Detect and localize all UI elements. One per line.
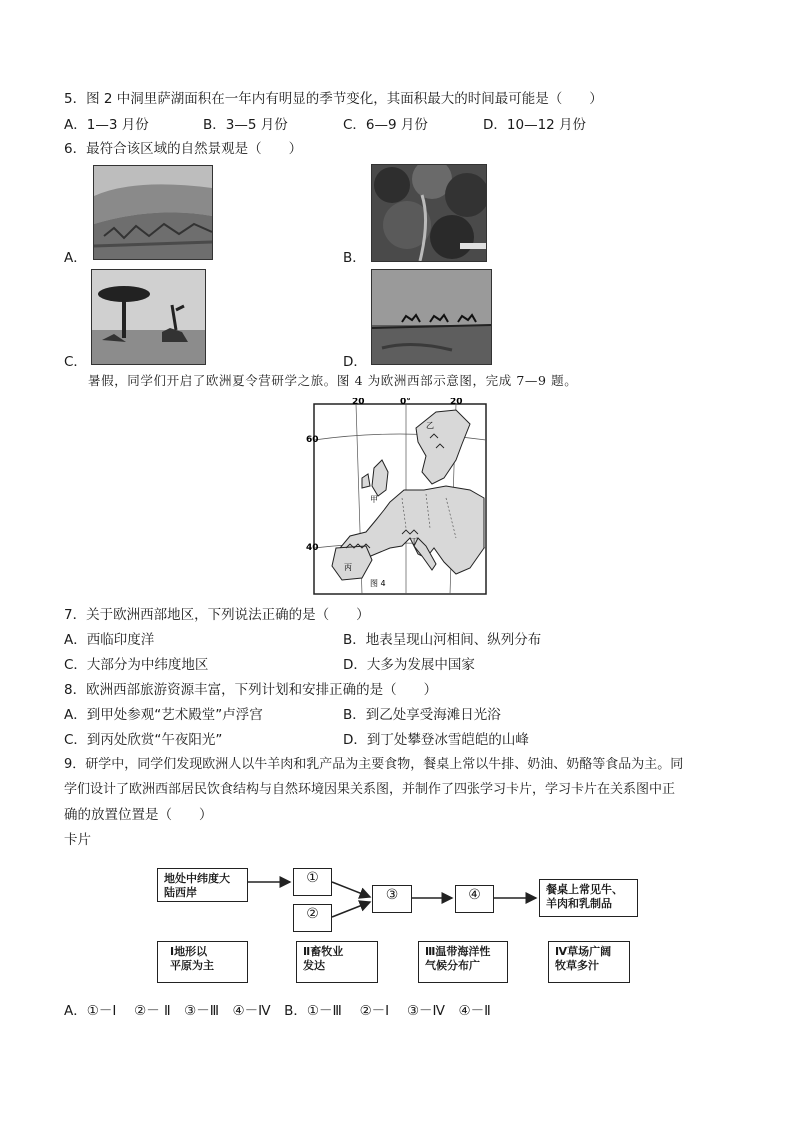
card-3	[418, 941, 508, 983]
q5-option-c: C．6—9 月份	[343, 117, 428, 133]
q8-option-a: A．到甲处参观“艺术殿堂”卢浮宫	[64, 707, 263, 723]
map-caption: 图 4	[370, 579, 386, 588]
q6-option-b-label: B．	[343, 250, 366, 266]
card-4-line-1: Ⅳ草场广阔	[555, 945, 612, 958]
map-lat-label-2: 40	[306, 543, 319, 553]
q8-option-c: C．到丙处欣赏“午夜阳光”	[64, 732, 223, 748]
landscape-photo-rainforest	[371, 164, 487, 262]
card-4-line-2: 牧草多汁	[555, 959, 599, 972]
map-place-yi: 乙	[426, 421, 434, 430]
map-lon-label-3: 20	[450, 398, 463, 407]
card-1-line-2: 平原为主	[170, 959, 214, 972]
q9-options: A．①－Ⅰ ②－ Ⅱ ③－Ⅲ ④－Ⅳ B．①－Ⅲ ②－Ⅰ ③－Ⅳ ④－Ⅱ	[64, 1003, 491, 1019]
flow-slot-1: ①	[293, 868, 332, 896]
q6-stem: 6．最符合该区域的自然景观是（ ）	[64, 141, 303, 157]
q8-option-d: D．到丁处攀登冰雪皑皑的山峰	[343, 732, 529, 748]
q8-stem: 8．欧洲西部旅游资源丰富，下列计划和安排正确的是（ ）	[64, 682, 438, 698]
card-4	[548, 941, 630, 983]
flow-end-line-2: 羊肉和乳制品	[546, 897, 612, 910]
q7-stem: 7．关于欧洲西部地区，下列说法正确的是（ ）	[64, 607, 370, 623]
card-2-line-1: Ⅱ畜牧业	[303, 945, 344, 958]
q7-option-b: B．地表呈现山河相间、纵列分布	[343, 632, 542, 648]
map-place-jia: 甲	[370, 495, 378, 504]
landscape-photo-desert	[371, 269, 492, 365]
q5-option-d: D．10—12 月份	[483, 117, 587, 133]
q7-option-d: D．大多为发展中国家	[343, 657, 475, 673]
flow-start-line-1: 地处中纬度大	[164, 872, 230, 885]
card-3-line-1: Ⅲ温带海洋性	[425, 945, 491, 958]
q7-option-a: A．西临印度洋	[64, 632, 155, 648]
card-1	[157, 941, 248, 983]
flow-slot-4: ④	[455, 885, 494, 913]
q6-option-d-label: D．	[343, 354, 367, 370]
map-lon-label-2: 0°	[400, 398, 411, 407]
map-lon-label-1: 20	[352, 398, 365, 407]
flow-slot-3: ③	[372, 885, 412, 913]
q6-option-c-label: C．	[64, 354, 87, 370]
card-3-line-2: 气候分布广	[425, 959, 480, 972]
landscape-photo-grassland	[93, 165, 213, 260]
q5-option-b: B．3—5 月份	[203, 117, 288, 133]
q8-option-b: B．到乙处享受海滩日光浴	[343, 707, 501, 723]
q7-option-c: C．大部分为中纬度地区	[64, 657, 209, 673]
card-2-line-2: 发达	[303, 959, 325, 972]
q9-stem-line-1: 9．研学中，同学们发现欧洲人以牛羊肉和乳产品为主要食物，餐桌上常以牛排、奶油、奶酪等食品为主。同	[64, 757, 684, 772]
landscape-photo-savanna	[91, 269, 206, 365]
q6-option-a-label: A．	[64, 250, 87, 266]
flow-start-line-2: 陆西岸	[164, 886, 197, 899]
q5-option-a: A．1—3 月份	[64, 117, 149, 133]
map-place-bing: 丙	[344, 563, 352, 572]
card-1-line-1: Ⅰ地形以	[170, 945, 208, 958]
flow-end-line-1: 餐桌上常见牛、	[546, 883, 623, 896]
q9-stem-line-2: 学们设计了欧洲西部居民饮食结构与自然环境因果关系图，并制作了四张学习卡片，学习卡片在关系图中正	[64, 782, 676, 797]
europe-map	[306, 398, 488, 598]
q5-stem: 5．图 2 中洞里萨湖面积在一年内有明显的季节变化，其面积最大的时间最可能是（ ）	[64, 91, 603, 107]
map-place-ding: 丁	[410, 537, 418, 546]
q9-card-label: 卡片	[64, 832, 91, 848]
card-2	[296, 941, 378, 983]
q9-stem-line-3: 确的放置位置是（ ）	[64, 807, 213, 823]
flow-end-box	[539, 879, 638, 917]
map-lat-label-1: 60	[306, 435, 319, 445]
flow-start-box	[157, 868, 248, 902]
section-intro: 暑假，同学们开启了欧洲夏令营研学之旅。图 4 为欧洲西部示意图，完成 7—9 题。	[88, 373, 578, 388]
flow-slot-2: ②	[293, 904, 332, 932]
